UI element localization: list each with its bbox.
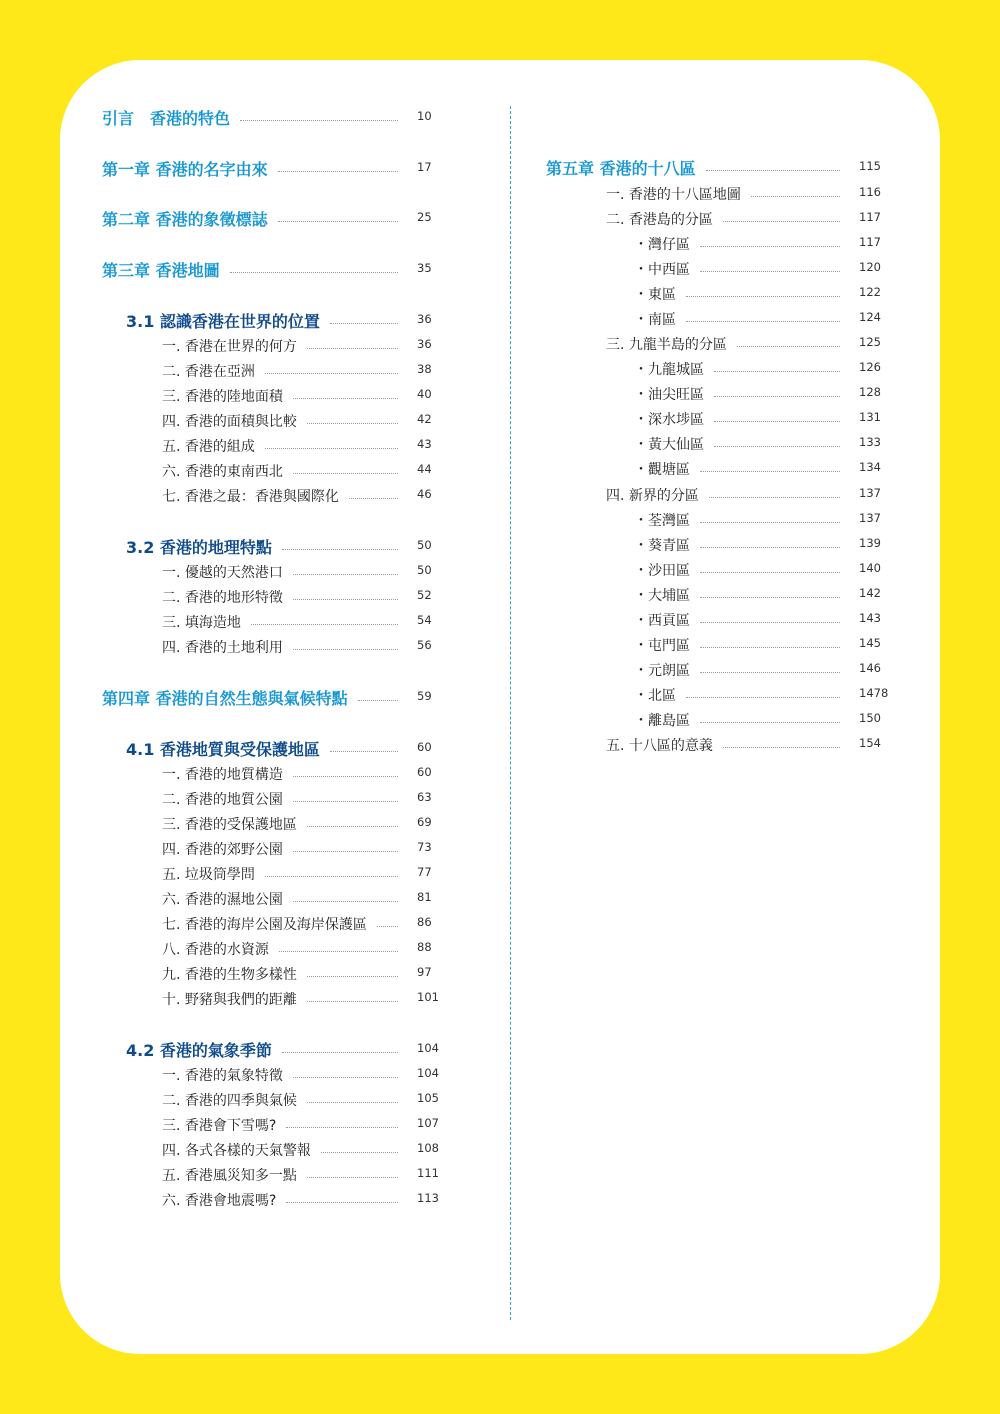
toc-page-number: 137 (859, 511, 881, 525)
toc-page-number: 36 (417, 312, 432, 326)
dot-leader (307, 410, 398, 424)
toc-page-number: 44 (417, 462, 432, 476)
toc-chapter (102, 208, 432, 232)
dot-leader (286, 1189, 398, 1203)
toc-entry (634, 283, 881, 307)
toc-page-number: 10 (417, 109, 432, 123)
toc-page-number: 108 (417, 1141, 439, 1155)
toc-chapter (102, 259, 432, 283)
toc-entry-title: 二. 香港島的分區 (606, 212, 713, 228)
dot-leader (307, 988, 398, 1002)
toc-entry-title: 七. 香港之最：香港與國際化 (162, 489, 339, 505)
toc-entry-title: 第四章 香港的自然生態與氣候特點 (102, 689, 348, 708)
toc-entry-title: 二. 香港的四季與氣候 (162, 1093, 297, 1109)
toc-page-number: 35 (417, 261, 432, 275)
toc-chapter (102, 687, 432, 711)
toc-page-number: 38 (417, 362, 432, 376)
toc-entry-title: 六. 香港的濕地公園 (162, 892, 283, 908)
toc-entry-title: ・觀塘區 (634, 462, 690, 478)
toc-page-number: 126 (859, 360, 881, 374)
toc-entry (162, 1164, 439, 1188)
dot-leader (293, 838, 398, 852)
toc-page-number: 116 (859, 185, 881, 199)
toc-entry (606, 333, 881, 357)
toc-page-number: 107 (417, 1116, 439, 1130)
toc-entry (162, 938, 432, 962)
toc-entry-title: ・大埔區 (634, 588, 690, 604)
dot-leader (307, 335, 398, 349)
toc-entry (634, 609, 881, 633)
toc-page-number: 117 (859, 235, 881, 249)
toc-entry-title: 3.2 香港的地理特點 (126, 538, 272, 557)
toc-entry (634, 634, 881, 658)
toc-page-number: 36 (417, 337, 432, 351)
toc-chapter (102, 107, 432, 131)
toc-entry-title: ・東區 (634, 287, 676, 303)
dot-leader (330, 310, 398, 324)
dot-leader (358, 687, 398, 701)
toc-section (126, 310, 432, 334)
toc-entry-title: ・西貢區 (634, 613, 690, 629)
toc-entry (162, 611, 432, 635)
toc-page-number: 59 (417, 689, 432, 703)
toc-entry (162, 1114, 439, 1138)
toc-entry-title: 第五章 香港的十八區 (546, 159, 696, 178)
toc-entry-title: 第一章 香港的名字由來 (102, 160, 268, 179)
toc-entry (606, 208, 881, 232)
dot-leader (700, 634, 840, 648)
toc-entry-title: 五. 十八區的意義 (606, 738, 713, 754)
toc-page-number: 40 (417, 387, 432, 401)
toc-page-number: 113 (417, 1191, 439, 1205)
toc-page-number: 54 (417, 613, 432, 627)
toc-page-number: 56 (417, 638, 432, 652)
dot-leader (307, 963, 398, 977)
toc-entry-title: 一. 香港在世界的何方 (162, 339, 297, 355)
toc-entry-title: 四. 香港的面積與比較 (162, 414, 297, 430)
dot-leader (230, 259, 398, 273)
toc-entry-title: 七. 香港的海岸公園及海岸保護區 (162, 917, 367, 933)
toc-page-number: 52 (417, 588, 432, 602)
toc-entry (634, 559, 881, 583)
toc-entry (162, 335, 432, 359)
column-divider (510, 106, 511, 1320)
toc-section (126, 1039, 439, 1063)
toc-entry-title: ・九龍城區 (634, 362, 704, 378)
toc-entry-title: 三. 香港的受保護地區 (162, 817, 297, 833)
dot-leader (278, 208, 398, 222)
dot-leader (700, 584, 840, 598)
toc-page-number: 77 (417, 865, 432, 879)
toc-entry (634, 258, 881, 282)
toc-entry-title: ・荃灣區 (634, 513, 690, 529)
dot-leader (307, 813, 398, 827)
toc-entry-title: 十. 野豬與我們的距離 (162, 992, 297, 1008)
toc-entry-title: ・元朗區 (634, 663, 690, 679)
toc-page-number: 139 (859, 536, 881, 550)
toc-entry (162, 763, 432, 787)
dot-leader (700, 559, 840, 573)
toc-entry-title: ・油尖旺區 (634, 387, 704, 403)
dot-leader (293, 385, 398, 399)
toc-entry (606, 734, 881, 758)
toc-entry-title: ・屯門區 (634, 638, 690, 654)
dot-leader (709, 484, 840, 498)
toc-page-number: 154 (859, 736, 881, 750)
toc-entry-title: 九. 香港的生物多樣性 (162, 967, 297, 983)
toc-page-number: 42 (417, 412, 432, 426)
toc-entry (162, 1139, 439, 1163)
dot-leader (377, 913, 398, 927)
dot-leader (321, 1139, 398, 1153)
dot-leader (240, 107, 398, 121)
toc-page-number: 117 (859, 210, 881, 224)
dot-leader (330, 738, 398, 752)
toc-entry-title: ・離島區 (634, 713, 690, 729)
toc-entry-title: 一. 優越的天然港口 (162, 565, 283, 581)
toc-entry (634, 659, 881, 683)
dot-leader (751, 183, 840, 197)
dot-leader (700, 233, 840, 247)
toc-entry-title: 四. 各式各樣的天氣警報 (162, 1143, 311, 1159)
toc-entry (606, 183, 881, 207)
toc-page-number: 145 (859, 636, 881, 650)
toc-entry-title: ・深水埗區 (634, 412, 704, 428)
toc-page-number: 137 (859, 486, 881, 500)
toc-entry (162, 1089, 439, 1113)
toc-entry-title: 三. 填海造地 (162, 615, 241, 631)
dot-leader (286, 1114, 398, 1128)
toc-entry (162, 813, 432, 837)
toc-section (126, 536, 432, 560)
toc-entry (162, 913, 432, 937)
toc-page-number: 60 (417, 740, 432, 754)
toc-entry-title: 4.2 香港的氣象季節 (126, 1041, 272, 1060)
toc-page-number: 142 (859, 586, 881, 600)
toc-entry-title: 三. 九龍半島的分區 (606, 337, 727, 353)
dot-leader (293, 586, 398, 600)
toc-page-number: 143 (859, 611, 881, 625)
toc-page-number: 124 (859, 310, 881, 324)
toc-entry-title: ・灣仔區 (634, 237, 690, 253)
toc-page-number: 1478 (859, 686, 889, 700)
dot-leader (700, 458, 840, 472)
toc-entry (634, 408, 881, 432)
toc-entry (634, 509, 881, 533)
toc-entry (634, 458, 881, 482)
toc-page-number: 104 (417, 1066, 439, 1080)
dot-leader (706, 157, 840, 171)
toc-page-number: 25 (417, 210, 432, 224)
toc-entry-title: 四. 香港的土地利用 (162, 640, 283, 656)
toc-entry (634, 233, 881, 257)
dot-leader (700, 659, 840, 673)
toc-entry-title: 二. 香港的地質公園 (162, 792, 283, 808)
toc-page-number: 97 (417, 965, 432, 979)
toc-entry (162, 410, 432, 434)
toc-page-number: 125 (859, 335, 881, 349)
toc-page-number: 88 (417, 940, 432, 954)
toc-entry-title: ・沙田區 (634, 563, 690, 579)
toc-entry (162, 460, 432, 484)
toc-entry-title: 五. 香港的組成 (162, 439, 255, 455)
toc-entry (634, 684, 889, 708)
toc-entry (162, 385, 432, 409)
dot-leader (282, 1039, 398, 1053)
dot-leader (307, 1164, 398, 1178)
toc-entry (162, 863, 432, 887)
toc-page-number: 69 (417, 815, 432, 829)
dot-leader (293, 763, 398, 777)
toc-page-number: 73 (417, 840, 432, 854)
toc-entry-title: 第三章 香港地圖 (102, 261, 220, 280)
toc-entry (634, 433, 881, 457)
toc-entry (162, 963, 432, 987)
dot-leader (700, 534, 840, 548)
toc-page-number: 134 (859, 460, 881, 474)
toc-entry-title: 四. 新界的分區 (606, 488, 699, 504)
toc-entry (162, 1189, 439, 1213)
toc-entry-title: 一. 香港的地質構造 (162, 767, 283, 783)
toc-entry-title: 二. 香港在亞洲 (162, 364, 255, 380)
toc-entry (162, 788, 432, 812)
toc-entry (162, 435, 432, 459)
toc-entry-title: 六. 香港的東南西北 (162, 464, 283, 480)
toc-page-number: 140 (859, 561, 881, 575)
dot-leader (279, 938, 398, 952)
toc-entry (162, 888, 432, 912)
dot-leader (293, 888, 398, 902)
toc-entry (162, 561, 432, 585)
dot-leader (700, 709, 840, 723)
dot-leader (723, 734, 840, 748)
toc-entry (162, 360, 432, 384)
toc-page-number: 115 (859, 159, 881, 173)
toc-page-number: 105 (417, 1091, 439, 1105)
dot-leader (723, 208, 840, 222)
toc-entry-title: ・中西區 (634, 262, 690, 278)
toc-entry-title: 第二章 香港的象徵標誌 (102, 210, 268, 229)
dot-leader (686, 684, 840, 698)
toc-entry (162, 838, 432, 862)
toc-entry-title: 一. 香港的氣象特徵 (162, 1068, 283, 1084)
toc-page-number: 128 (859, 385, 881, 399)
toc-entry-title: 五. 香港風災知多一點 (162, 1168, 297, 1184)
dot-leader (714, 358, 840, 372)
toc-entry-title: 三. 香港會下雪嗎? (162, 1118, 277, 1134)
toc-page-number: 133 (859, 435, 881, 449)
toc-entry-title: ・葵青區 (634, 538, 690, 554)
toc-page-number: 150 (859, 711, 881, 725)
dot-leader (293, 636, 398, 650)
toc-section (126, 738, 432, 762)
toc-chapter (546, 157, 881, 181)
toc-page-number: 17 (417, 160, 432, 174)
toc-page-number: 86 (417, 915, 432, 929)
toc-chapter (102, 158, 432, 182)
dot-leader (686, 283, 840, 297)
toc-page-number: 120 (859, 260, 881, 274)
toc-page-number: 122 (859, 285, 881, 299)
toc-entry-title: ・北區 (634, 688, 676, 704)
toc-entry (162, 636, 432, 660)
toc-entry-title: ・黃大仙區 (634, 437, 704, 453)
toc-page-number: 60 (417, 765, 432, 779)
toc-entry (162, 485, 432, 509)
dot-leader (686, 308, 840, 322)
toc-entry-title: 一. 香港的十八區地圖 (606, 187, 741, 203)
dot-leader (293, 460, 398, 474)
toc-entry-title: 六. 香港會地震嗎? (162, 1193, 277, 1209)
toc-entry (162, 1064, 439, 1088)
toc-entry-title: 引言 香港的特色 (102, 109, 231, 128)
dot-leader (293, 561, 398, 575)
dot-leader (700, 509, 840, 523)
toc-entry-title: 4.1 香港地質與受保護地區 (126, 740, 320, 759)
toc-page-number: 146 (859, 661, 881, 675)
dot-leader (293, 788, 398, 802)
toc-entry-title: 三. 香港的陸地面積 (162, 389, 283, 405)
dot-leader (265, 435, 398, 449)
toc-page-number: 50 (417, 563, 432, 577)
dot-leader (265, 863, 398, 877)
dot-leader (700, 258, 840, 272)
toc-entry (634, 584, 881, 608)
dot-leader (278, 158, 398, 172)
toc-entry (634, 383, 881, 407)
toc-entry (634, 709, 881, 733)
toc-entry (634, 358, 881, 382)
dot-leader (282, 536, 398, 550)
toc-entry-title: 二. 香港的地形特徵 (162, 590, 283, 606)
toc-page-number: 111 (417, 1166, 439, 1180)
toc-entry-title: ・南區 (634, 312, 676, 328)
toc-page-number: 50 (417, 538, 432, 552)
dot-leader (265, 360, 398, 374)
dot-leader (714, 433, 840, 447)
toc-entry (606, 484, 881, 508)
toc-entry (162, 586, 432, 610)
dot-leader (714, 408, 840, 422)
toc-page-number: 81 (417, 890, 432, 904)
dot-leader (293, 1064, 398, 1078)
toc-entry (634, 308, 881, 332)
toc-entry-title: 3.1 認識香港在世界的位置 (126, 312, 320, 331)
toc-page-number: 46 (417, 487, 432, 501)
toc-entry-title: 八. 香港的水資源 (162, 942, 269, 958)
toc-page-number: 131 (859, 410, 881, 424)
dot-leader (349, 485, 398, 499)
toc-entry (162, 988, 439, 1012)
dot-leader (251, 611, 398, 625)
dot-leader (700, 609, 840, 623)
toc-entry-title: 四. 香港的郊野公園 (162, 842, 283, 858)
toc-entry-title: 五. 垃圾筒學問 (162, 867, 255, 883)
toc-page-number: 101 (417, 990, 439, 1004)
dot-leader (737, 333, 840, 347)
dot-leader (307, 1089, 398, 1103)
toc-page-number: 104 (417, 1041, 439, 1055)
toc-page-number: 43 (417, 437, 432, 451)
dot-leader (714, 383, 840, 397)
toc-entry (634, 534, 881, 558)
toc-page-number: 63 (417, 790, 432, 804)
